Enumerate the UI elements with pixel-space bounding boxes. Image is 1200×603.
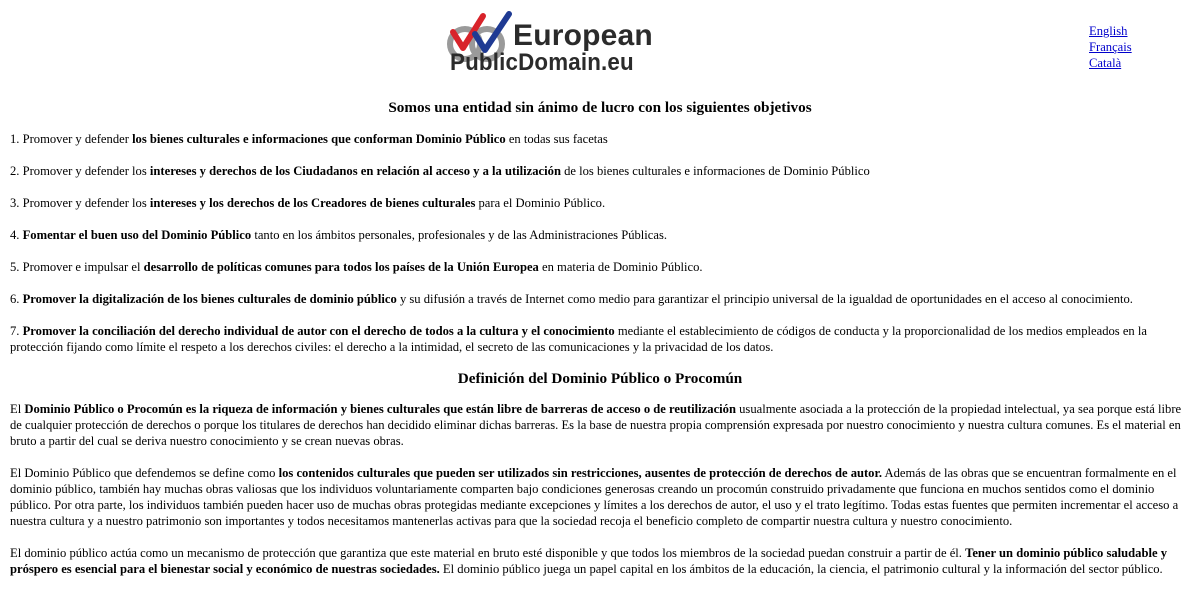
goal-item bbox=[10, 195, 1190, 211]
goal-item bbox=[10, 259, 1190, 275]
goal-number: 5. bbox=[10, 260, 23, 274]
text: y su difusión a través de Internet como medio para garantizar el principio universal de la igualdad de oportunidades en el acceso al conocimiento. bbox=[396, 292, 1133, 306]
bold-text: los contenidos culturales que pueden ser utilizados sin restricciones, ausentes de protección de derechos de autor. bbox=[278, 466, 883, 480]
bold-text: intereses y los derechos de los Creadores de bienes culturales bbox=[149, 196, 476, 210]
goal-item bbox=[10, 323, 1190, 355]
text: El dominio público juega un papel capital en los ámbitos de la educación, la ciencia, el patrimonio cultural y la información del sector público. bbox=[439, 562, 1163, 576]
goal-number: 7. bbox=[10, 324, 23, 338]
bold-text: Promover la digitalización de los bienes culturales de dominio público bbox=[22, 292, 397, 306]
text: en todas sus facetas bbox=[505, 132, 608, 146]
text: Promover y defender bbox=[22, 132, 133, 146]
text: El bbox=[10, 402, 25, 416]
language-link-francais[interactable]: Français bbox=[1089, 40, 1132, 54]
bold-text: intereses y derechos de los Ciudadanos en relación al acceso y a la utilización bbox=[149, 164, 561, 178]
text: Promover y defender los bbox=[22, 196, 150, 210]
definition-content bbox=[0, 401, 1200, 577]
text: para el Dominio Público. bbox=[475, 196, 606, 210]
text: usualmente asociada a la protección de la propiedad intelectual, ya sea porque está libre de cualquier protección de derechos o porque los titulares de derechos han decidido eliminar dichas barreras. Es la base de nuestra propia comprensión expresada por nuestro conocimiento y nuestra cultura comunes. Es el material en bruto a partir del cual se deriva nuestro conocimiento y se crean nuevas obras. bbox=[10, 402, 1182, 448]
bold-text: desarrollo de políticas comunes para todos los países de la Unión Europea bbox=[143, 260, 539, 274]
page-header bbox=[0, 0, 1200, 88]
logo-text bbox=[450, 19, 653, 76]
goal-item bbox=[10, 131, 1190, 147]
text: tanto en los ámbitos personales, profesionales y de las Administraciones Públicas. bbox=[251, 228, 668, 242]
text: Promover e impulsar el bbox=[22, 260, 144, 274]
bold-text: Dominio Público o Procomún es la riqueza de información y bienes culturales que están libre de barreras de acceso o de reutilización bbox=[24, 402, 736, 416]
goals-list bbox=[10, 131, 1190, 355]
logo-line-2: PublicDomain.eu bbox=[450, 49, 634, 76]
text: Promover y defender los bbox=[22, 164, 150, 178]
bold-text: Promover la conciliación del derecho individual de autor con el derecho de todos a la cultura y el conocimiento bbox=[22, 324, 615, 338]
text: en materia de Dominio Público. bbox=[538, 260, 703, 274]
definition-paragraph bbox=[10, 401, 1190, 449]
goal-number: 2. bbox=[10, 164, 23, 178]
definition-paragraph bbox=[10, 465, 1190, 529]
text: El dominio público actúa como un mecanismo de protección que garantiza que este material en bruto esté disponible y que todos los miembros de la sociedad puedan construir a partir de él. bbox=[10, 546, 966, 560]
main-content bbox=[0, 131, 1200, 355]
language-links bbox=[1089, 23, 1132, 71]
goal-number: 6. bbox=[10, 292, 23, 306]
bold-text: los bienes culturales e informaciones que conforman Dominio Público bbox=[132, 132, 506, 146]
goal-item bbox=[10, 227, 1190, 243]
goal-number: 1. bbox=[10, 132, 23, 146]
language-link-english[interactable]: English bbox=[1089, 24, 1128, 38]
goal-item bbox=[10, 291, 1190, 307]
language-link-catala[interactable]: Català bbox=[1089, 56, 1122, 70]
goal-item bbox=[10, 163, 1190, 179]
site-logo[interactable] bbox=[447, 8, 662, 82]
goals-heading: Somos una entidad sin ánimo de lucro con los siguientes objetivos bbox=[388, 99, 812, 116]
goal-number: 3. bbox=[10, 196, 23, 210]
text: de los bienes culturales e informaciones de Dominio Público bbox=[560, 164, 870, 178]
goal-number: 4. bbox=[10, 228, 23, 242]
bold-text: Tener un dominio público saludable y próspero es esencial para el bienestar social y económico de nuestras sociedades. bbox=[10, 546, 1168, 576]
definition-paragraph bbox=[10, 545, 1190, 577]
definition-list bbox=[10, 401, 1190, 577]
text: Además de las obras que se encuentran formalmente en el dominio público, también hay muchas obras valiosas que los individuos voluntariamente comparten bajo condiciones generosas creando un procomún construido privadamente que funciona en muchos sentidos como el dominio público. Por otra parte, los individuos también pueden hacer uso de muchas obras protegidas mediante excepciones y límites a los derechos de autor, el uso y el trato legítimo. Todas estas fuentes que permiten incrementar el acceso a nuestra cultura y a nuestro patrimonio son importantes y todos necesitamos mantenerlas activas para que la sociedad recoja el beneficio completo de compartir nuestra cultura y nuestro conocimiento. bbox=[10, 466, 1179, 528]
bold-text: Fomentar el buen uso del Dominio Público bbox=[22, 228, 252, 242]
text: mediante el establecimiento de códigos de conducta y la proporcionalidad de los medios empleados en la protección fijando como límite el respeto a los derechos civiles: el derecho a la intimidad, el secreto de las comunicaciones y la privacidad de los datos. bbox=[10, 324, 1147, 354]
text: El Dominio Público que defendemos se define como bbox=[10, 466, 279, 480]
definition-heading: Definición del Dominio Público o Procomún bbox=[457, 370, 743, 387]
logo-line-1: European bbox=[513, 19, 653, 52]
